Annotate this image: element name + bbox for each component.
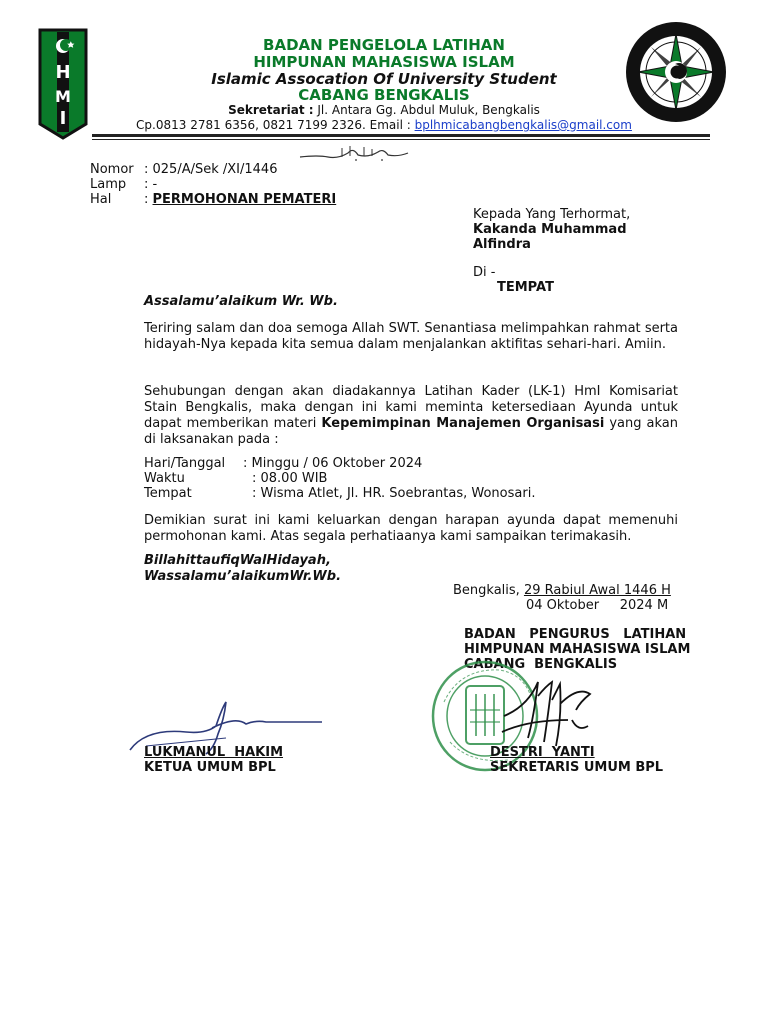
paragraph-2-materi: Kepemimpinan Manajemen Organisasi xyxy=(321,416,605,431)
hal-subject: PERMOHONAN PEMATERI xyxy=(152,192,337,207)
nomor-value: : 025/A/Sek /XI/1446 xyxy=(144,162,278,177)
paragraph-1: Teriring salam dan doa semoga Allah SWT. Senantiasa melimpahkan rahmat serta hidayah-Nya kepada kita semua dalam menjalankan aktifitas sehari-hari. Amiin. xyxy=(144,321,678,352)
left-signer-name: LUKMANUL HAKIM xyxy=(144,745,284,760)
header-line-1: BADAN PENGELOLA LATIHAN xyxy=(263,36,505,54)
paragraph-2-a: Sehubungan dengan akan diadakannya Latihan Kader (LK-1) HmI Komisariat Stain Bengkalis, maka dengan ini kami meminta ketersediaan Ayunda untuk dapat memberikan materi xyxy=(144,384,678,431)
closing-2: Wassalamu’alaikumWr.Wb. xyxy=(144,569,342,584)
closing-1: BillahittaufiqWalHidayah, xyxy=(144,553,331,568)
svg-text:M: M xyxy=(55,87,71,106)
header-contact xyxy=(0,118,768,132)
hal-colon: : xyxy=(144,192,153,207)
tempat-label: Tempat xyxy=(144,486,192,501)
waktu-label: Waktu xyxy=(144,471,185,486)
header-divider-thin xyxy=(92,139,710,140)
address-text: Jl. Antara Gg. Abdul Muluk, Bengkalis xyxy=(313,103,540,117)
sig-org-2: HIMPUNAN MAHASISWA ISLAM xyxy=(464,642,691,657)
date-hijri xyxy=(453,583,671,599)
date-masehi: 04 Oktober 2024 M xyxy=(526,598,669,613)
recipient-name-2: Alfindra xyxy=(473,237,531,252)
svg-text:H: H xyxy=(55,62,71,83)
recipient-tempat: TEMPAT xyxy=(497,280,554,295)
recipient-line: Kepada Yang Terhormat, xyxy=(473,207,631,222)
header-line-3: Islamic Assocation Of University Student xyxy=(211,70,557,88)
bismillah-calligraphy xyxy=(298,143,410,163)
paragraph-2-c: yang akan di laksanakan pada : xyxy=(144,416,679,447)
waktu-value: : 08.00 WIB xyxy=(252,471,328,486)
address-label: Sekretariat : xyxy=(228,103,314,117)
left-signer-title: KETUA UMUM BPL xyxy=(144,760,276,775)
greeting: Assalamu’alaikum Wr. Wb. xyxy=(144,294,338,309)
tempat-value: : Wisma Atlet, Jl. HR. Soebrantas, Wonosari. xyxy=(252,486,536,501)
recipient-di: Di - xyxy=(473,265,496,280)
header-line-4: CABANG BENGKALIS xyxy=(298,86,470,104)
header-divider-thick xyxy=(92,134,710,137)
signature-right xyxy=(498,676,608,756)
paragraph-2 xyxy=(144,384,678,448)
nomor-label: Nomor xyxy=(90,162,134,177)
date-place: Bengkalis, xyxy=(453,583,524,598)
sig-org-1: BADAN PENGURUS LATIHAN xyxy=(464,627,687,642)
recipient-name-1: Kakanda Muhammad xyxy=(473,222,627,237)
header-line-2: HIMPUNAN MAHASISWA ISLAM xyxy=(253,53,515,71)
lamp-label: Lamp xyxy=(90,177,127,192)
email-link[interactable]: bplhmicabangbengkalis@gmail.com xyxy=(414,118,632,132)
right-signer-name: DESTRI YANTI xyxy=(490,745,595,760)
contact-text: Cp.0813 2781 6356, 0821 7199 2326. Email : xyxy=(136,118,415,132)
svg-text:I: I xyxy=(59,108,67,129)
right-signer-title: SEKRETARIS UMUM BPL xyxy=(490,760,664,775)
sig-org-3: CABANG BENGKALIS xyxy=(464,657,618,672)
hal-value xyxy=(144,192,336,208)
hal-label: Hal xyxy=(90,192,112,207)
lamp-value: : - xyxy=(144,177,158,192)
hari-label: Hari/Tanggal xyxy=(144,456,226,471)
header-address xyxy=(0,103,768,117)
date-hijri-value: 29 Rabiul Awal 1446 H xyxy=(523,583,671,598)
hari-value: : Minggu / 06 Oktober 2024 xyxy=(243,456,423,471)
paragraph-3: Demikian surat ini kami keluarkan dengan harapan ayunda dapat memenuhi permohonan kami. Atas segala perhatiaanya kami sampaikan terimakasih. xyxy=(144,513,678,544)
